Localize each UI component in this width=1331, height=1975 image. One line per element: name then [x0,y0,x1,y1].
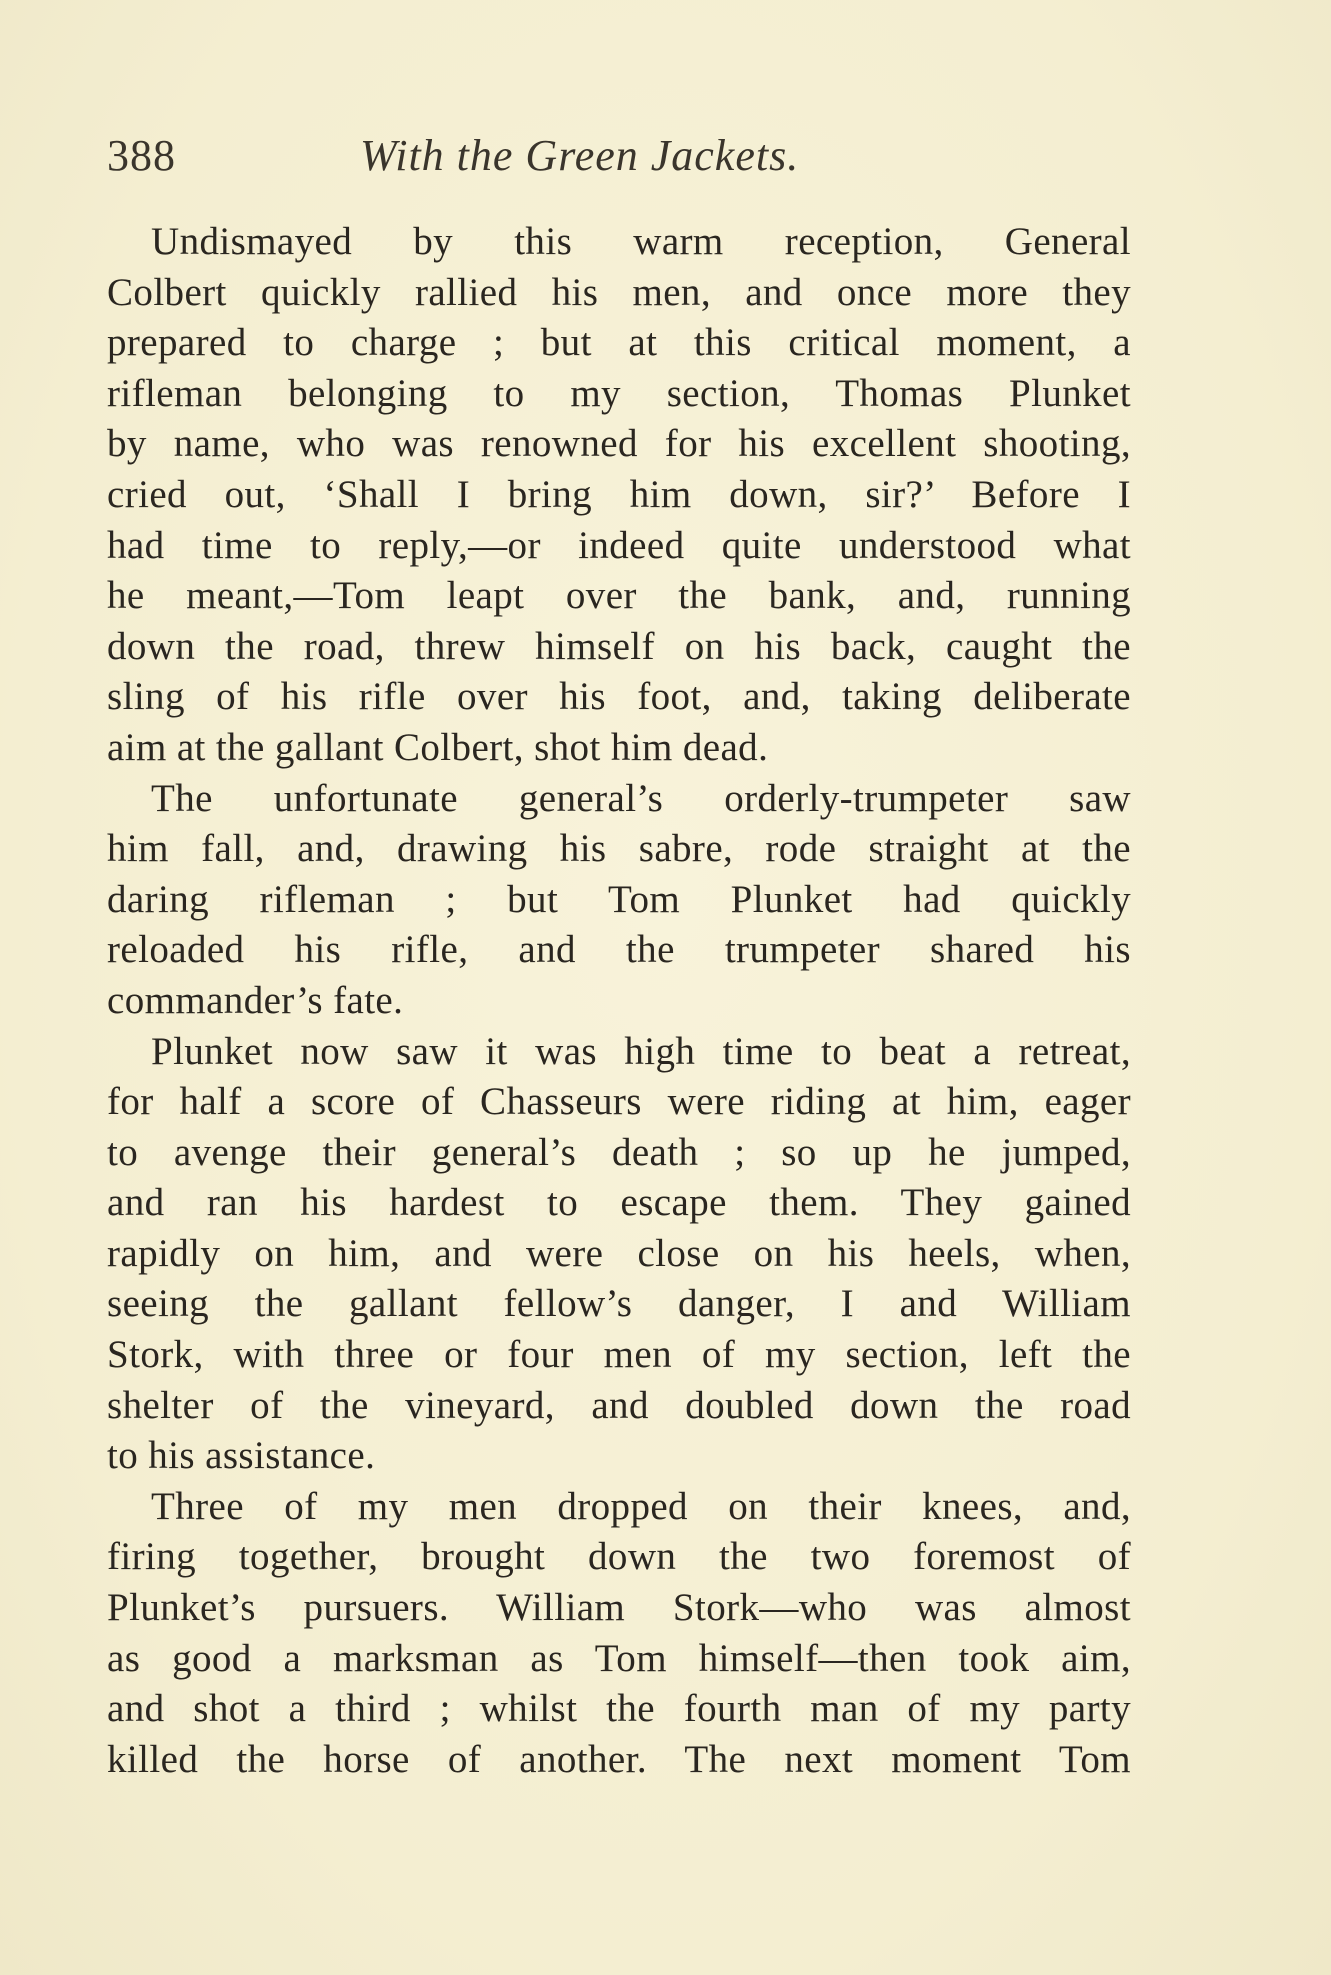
text-line: firing together, brought down the two foremost of [107,1535,1131,1579]
text-line: cried out, ‘Shall I bring him down, sir?’ Before I [107,472,1131,516]
text-line: aim at the gallant Colbert, shot him dead. [107,725,769,769]
text-line: to his assistance. [107,1434,376,1478]
text-line: The unfortunate general’s orderly-trumpeter saw [151,776,1131,820]
text-line: to avenge their general’s death ; so up he jumped, [107,1130,1131,1174]
body-text [107,217,1131,1785]
text-line: seeing the gallant fellow’s danger, I and William [107,1282,1131,1326]
text-line: Undismayed by this warm reception, General [151,220,1131,263]
page-number: 388 [107,131,176,180]
text-line: Plunket’s pursuers. William Stork—who was almost [107,1586,1131,1630]
text-line: Stork, with three or four men of my section, left the [107,1333,1131,1377]
text-line: daring rifleman ; but Tom Plunket had quickly [107,877,1131,921]
running-title: With the Green Jackets. [360,131,800,180]
text-line: killed the horse of another. The next moment Tom [107,1737,1131,1781]
page-header [107,126,1137,186]
text-line: he meant,—Tom leapt over the bank, and, running [107,574,1131,618]
text-line: reloaded his rifle, and the trumpeter shared his [107,928,1131,972]
text-line: Colbert quickly rallied his men, and once more they [107,270,1131,314]
text-line: prepared to charge ; but at this critical moment, a [107,321,1131,365]
text-line: rifleman belonging to my section, Thomas Plunket [107,371,1131,415]
text-line: shelter of the vineyard, and doubled down the road [107,1383,1131,1427]
text-line: had time to reply,—or indeed quite understood what [107,523,1131,567]
text-line: and shot a third ; whilst the fourth man of my party [107,1687,1131,1731]
text-line: by name, who was renowned for his excellent shooting, [107,422,1131,466]
text-line: for half a score of Chasseurs were riding at him, eager [107,1080,1131,1124]
text-line: him fall, and, drawing his sabre, rode straight at the [107,827,1131,871]
text-line: Three of my men dropped on their knees, and, [151,1484,1131,1528]
text-line: rapidly on him, and were close on his heels, when, [107,1231,1131,1275]
text-line: and ran his hardest to escape them. They gained [107,1181,1131,1225]
text-line: commander’s fate. [107,978,404,1022]
text-line: down the road, threw himself on his back, caught the [107,624,1131,668]
text-line: as good a marksman as Tom himself—then took aim, [107,1636,1131,1680]
text-line: sling of his rifle over his foot, and, taking deliberate [107,675,1131,719]
text-line: Plunket now saw it was high time to beat a retreat, [151,1029,1131,1073]
